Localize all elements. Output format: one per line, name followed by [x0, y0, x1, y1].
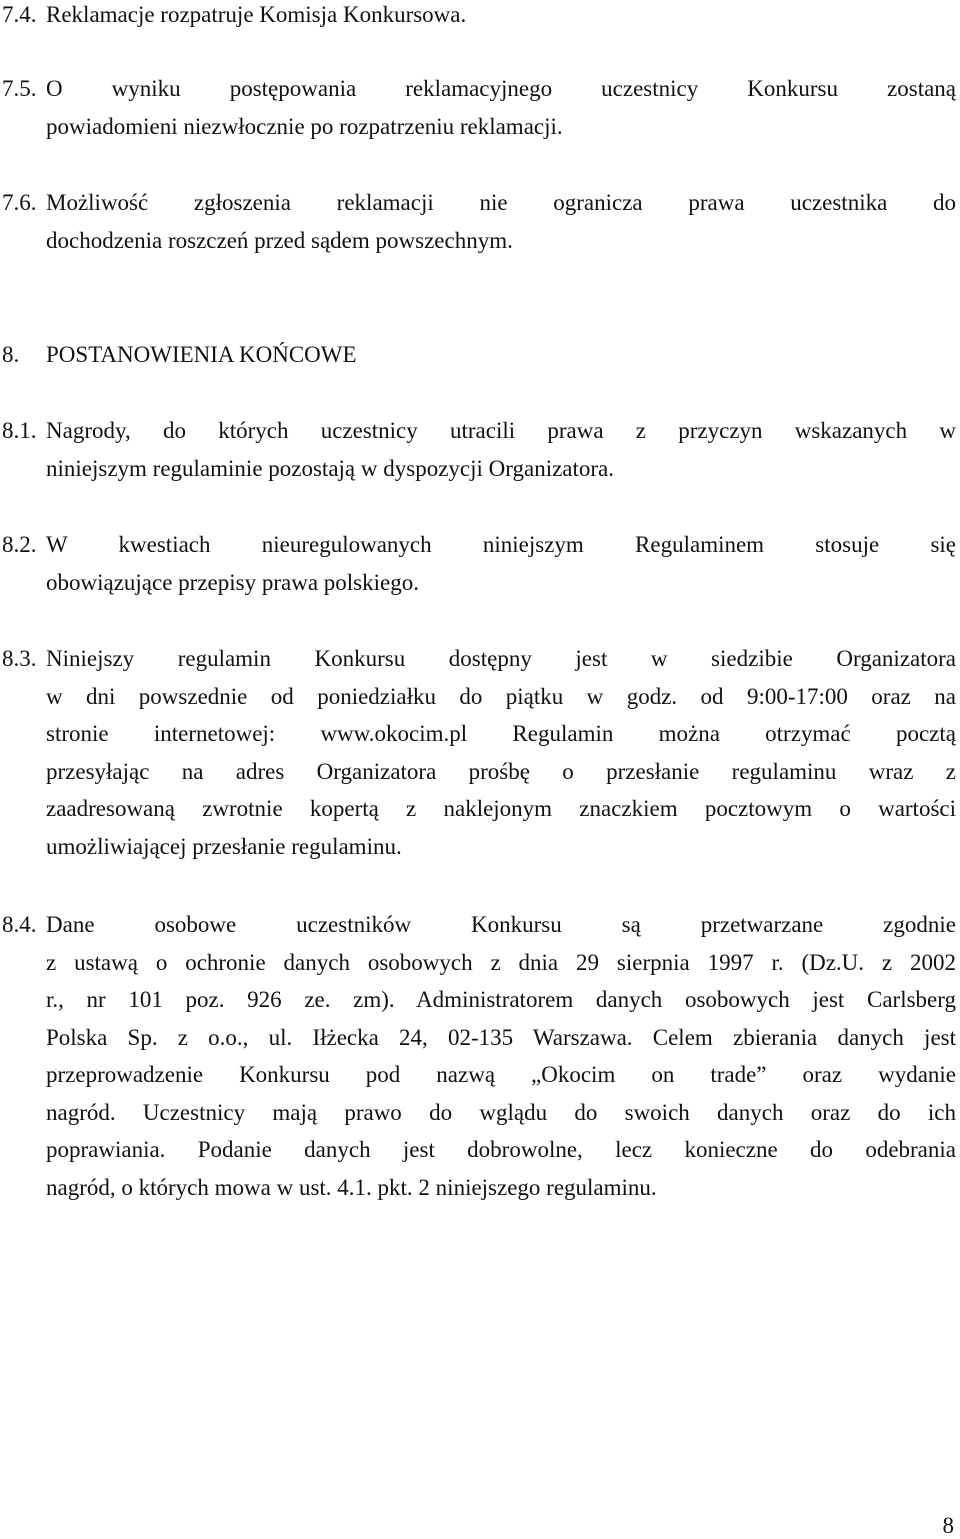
- paragraph-text: [46, 412, 956, 487]
- text-line: przeprowadzenie Konkursu pod nazwą „Okocim on trade” oraz wydanie: [46, 1062, 956, 1087]
- section-title: POSTANOWIENIA KOŃCOWE: [46, 342, 357, 367]
- text-line: W kwestiach nieuregulowanych niniejszym Regulaminem stosuje się: [46, 532, 956, 557]
- text-line: z ustawą o ochronie danych osobowych z dnia 29 sierpnia 1997 r. (Dz.U. z 2002: [46, 949, 956, 975]
- paragraph-text: [46, 70, 956, 145]
- text-line: przesyłając na adres Organizatora prośbę o przesłanie regulaminu wraz z: [46, 758, 956, 784]
- paragraph-text: [46, 0, 956, 34]
- text-line: Nagrody, do których uczestnicy utracili prawa z przyczyn wskazanych w: [46, 418, 956, 443]
- paragraph-7-6: [0, 184, 956, 259]
- paragraph-8-1: [0, 412, 956, 487]
- paragraph-8-4: [0, 906, 956, 1206]
- text-line: poprawiania. Podanie danych jest dobrowolne, lecz konieczne do odebrania: [46, 1137, 956, 1162]
- paragraph-number: 7.5.: [2, 76, 37, 101]
- text-line: niniejszym regulaminie pozostają w dyspozycji Organizatora.: [46, 455, 615, 481]
- text-line: zaadresowaną zwrotnie kopertą z naklejonym znaczkiem pocztowym o wartości: [46, 796, 956, 821]
- text-line: nagród, o których mowa w ust. 4.1. pkt. 2 niniejszego regulaminu.: [46, 1174, 657, 1200]
- paragraph-7-5: [0, 70, 956, 145]
- paragraph-text: [46, 906, 956, 1206]
- text-line: r., nr 101 poz. 926 ze. zm). Administratorem danych osobowych jest Carlsberg: [46, 987, 956, 1012]
- paragraph-number: 8.3.: [2, 646, 37, 671]
- paragraph-number: 8.2.: [2, 532, 37, 557]
- paragraph-number: 8.1.: [2, 418, 37, 443]
- paragraph-number: 7.4.: [2, 2, 37, 27]
- text-line: w dni powszednie od poniedziałku do piątku w godz. od 9:00-17:00 oraz na: [46, 683, 956, 709]
- text-line: stronie internetowej: www.okocim.pl Regulamin można otrzymać pocztą: [46, 721, 956, 746]
- text-line: dochodzenia roszczeń przed sądem powszechnym.: [46, 227, 513, 253]
- text-line: powiadomieni niezwłocznie po rozpatrzeniu reklamacji.: [46, 113, 563, 139]
- page-number: 8: [942, 1513, 954, 1538]
- text-line: obowiązujące przepisy prawa polskiego.: [46, 569, 419, 595]
- text-line: O wyniku postępowania reklamacyjnego uczestnicy Konkursu zostaną: [46, 76, 956, 101]
- section-heading: [2, 336, 357, 374]
- paragraph-7-4: [0, 0, 956, 34]
- paragraph-text: [46, 526, 956, 601]
- text-line: Reklamacje rozpatruje Komisja Konkursowa.: [46, 2, 467, 27]
- text-line: Dane osobowe uczestników Konkursu są przetwarzane zgodnie: [46, 912, 956, 937]
- text-line: Niniejszy regulamin Konkursu dostępny jest w siedzibie Organizatora: [46, 646, 956, 671]
- paragraph-text: [46, 184, 956, 259]
- text-line: nagród. Uczestnicy mają prawo do wglądu do swoich danych oraz do ich: [46, 1099, 956, 1125]
- paragraph-8-2: [0, 526, 956, 601]
- text-line: Możliwość zgłoszenia reklamacji nie ogranicza prawa uczestnika do: [46, 190, 956, 215]
- paragraph-8-3: [0, 640, 956, 865]
- section-number: 8.: [2, 342, 20, 367]
- paragraph-number: 8.4.: [2, 912, 37, 937]
- paragraph-number: 7.6.: [2, 190, 37, 215]
- text-line: Polska Sp. z o.o., ul. Iłżecka 24, 02-135 Warszawa. Celem zbierania danych jest: [46, 1024, 956, 1050]
- paragraph-text: [46, 640, 956, 865]
- text-line: umożliwiającej przesłanie regulaminu.: [46, 833, 402, 859]
